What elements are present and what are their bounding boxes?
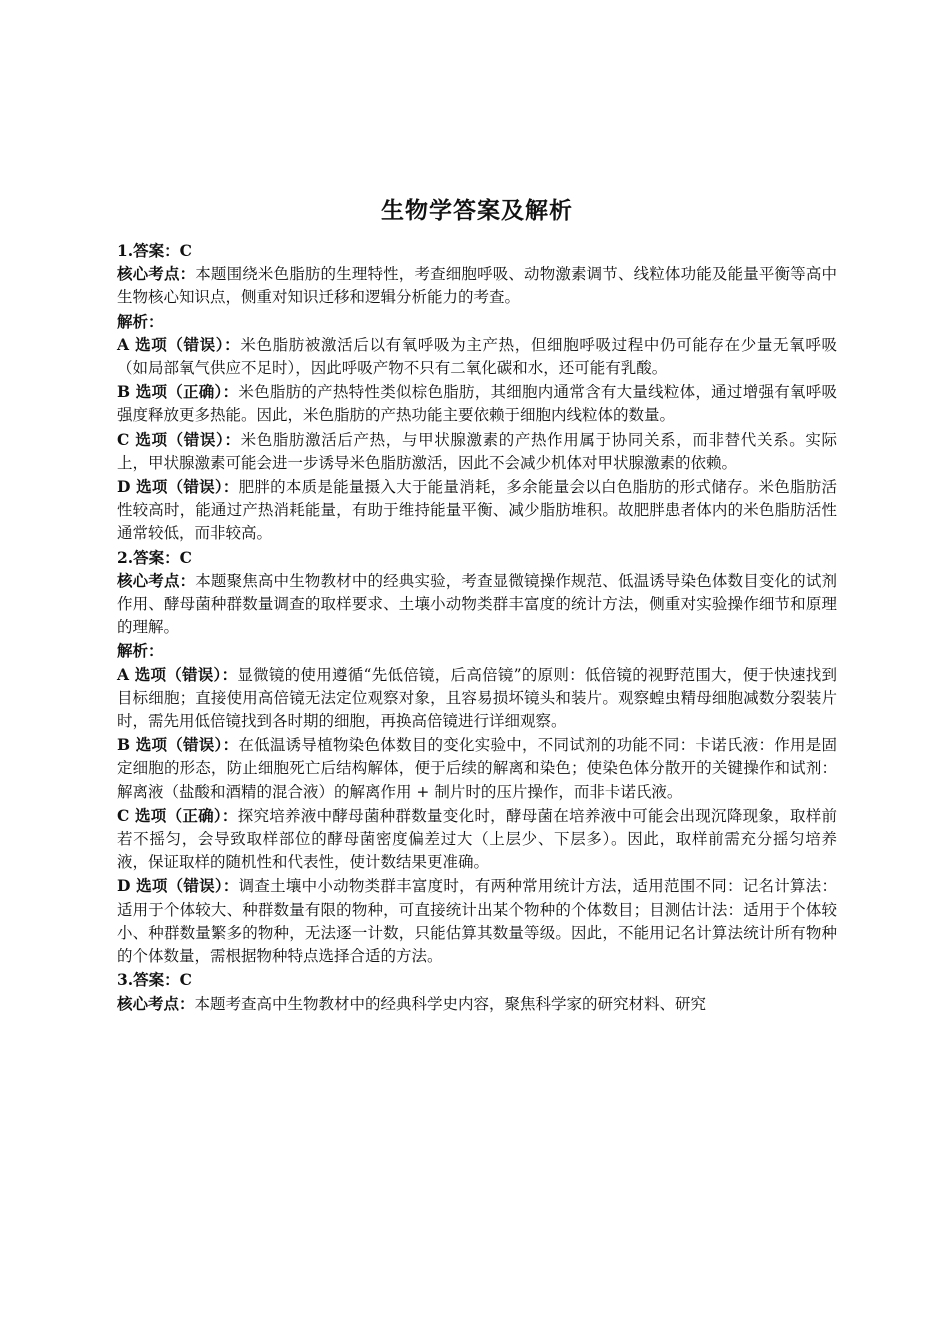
core-text: 本题围绕米色脂肪的生理特性，考查细胞呼吸、动物激素调节、线粒体功能及能量平衡等高中生物核心知识点，侧重对知识迁移和逻辑分析能力的考查。 (117, 265, 837, 307)
option-c (117, 804, 837, 875)
core-label: 核心考点： (117, 570, 196, 590)
document-page (117, 195, 837, 1016)
option-text: 探究培养液中酵母菌种群数量变化时，酵母菌在培养液中可能会出现沉降现象，取样前若不摇匀，会导致取样部位的酵母菌密度偏差过大（上层少、下层多）。因此，取样前需充分摇匀培养液，保证取样的随机性和代表性，使计数结果更准确。 (117, 806, 837, 872)
option-text: 在低温诱导植物染色体数目的变化实验中，不同试剂的功能不同：卡诺氏液：作用是固定细胞的形态，防止细胞死亡后结构解体，便于后续的解离和染色；使染色体分散开的关键操作和试剂：解离液（盐酸和酒精的混合液）的解离作用 + 制片时的压片操作，而非卡诺氏液。 (117, 736, 837, 801)
option-label: C 选项（错误）： (117, 429, 241, 449)
core-text: 本题考查高中生物教材中的经典科学史内容，聚焦科学家的研究材料、研究 (194, 994, 707, 1013)
option-a (117, 663, 837, 734)
option-label: B 选项（正确）： (117, 382, 239, 402)
option-text: 米色脂肪的产热特性类似棕色脂肪，其细胞内通常含有大量线粒体，通过增强有氧呼吸强度释放更多热能。因此，米色脂肪的产热功能主要依赖于细胞内线粒体的数量。 (117, 383, 837, 425)
question-1 (117, 239, 837, 546)
core-point (117, 569, 837, 640)
option-d (117, 874, 837, 968)
option-label: D 选项（错误）： (117, 876, 239, 896)
question-2 (117, 546, 837, 969)
option-label: C 选项（正确）： (117, 805, 238, 825)
analysis-label: 解析： (117, 641, 164, 661)
core-point (117, 262, 837, 309)
option-text: 显微镜的使用遵循“先低倍镜，后高倍镜”的原则：低倍镜的视野范围大，便于快速找到目标细胞；直接使用高倍镜无法定位观察对象，且容易损坏镜头和装片。观察蝗虫精母细胞减数分裂装片时，需先用低倍镜找到各时期的细胞，再换高倍镜进行详细观察。 (117, 665, 837, 731)
option-label: D 选项（错误）： (117, 477, 239, 497)
option-text: 米色脂肪激活后产热，与甲状腺激素的产热作用属于协同关系，而非替代关系。实际上，甲状腺激素可能会进一步诱导米色脂肪激活，因此不会减少机体对甲状腺激素的依赖。 (117, 430, 837, 472)
core-point (117, 992, 837, 1016)
core-label: 核心考点： (117, 993, 195, 1013)
core-label: 核心考点： (117, 264, 196, 284)
option-label: A 选项（错误）： (117, 334, 241, 354)
option-c (117, 428, 837, 475)
question-3 (117, 968, 837, 1015)
option-text: 调查土壤中小动物类群丰富度时，有两种常用统计方法，适用范围不同：记名计算法：适用于个体较大、种群数量有限的物种，可直接统计出某个物种的个体数目；目测估计法：适用于个体较小、种群数量繁多的物种，无法逐一计数，只能估算其数量等级。因此，不能用记名计算法统计所有物种的个体数量，需根据物种特点选择合适的方法。 (117, 877, 837, 966)
option-label: B 选项（错误）： (117, 735, 239, 755)
option-b (117, 733, 837, 804)
core-text: 本题聚焦高中生物教材中的经典实验，考查显微镜操作规范、低温诱导染色体数目变化的试剂作用、酵母菌种群数量调查的取样要求、土壤小动物类群丰富度的统计方法，侧重对实验操作细节和原理的理解。 (117, 571, 837, 637)
option-b (117, 380, 837, 427)
option-text: 肥胖的本质是能量摄入大于能量消耗，多余能量会以白色脂肪的形式储存。米色脂肪活性较高时，能通过产热消耗能量，有助于维持能量平衡、减少脂肪堆积。故肥胖患者体内的米色脂肪活性通常较低，而非较高。 (117, 478, 837, 543)
option-a (117, 333, 837, 380)
option-text: 米色脂肪被激活后以有氧呼吸为主产热，但细胞呼吸过程中仍可能存在少量无氧呼吸（如局部氧气供应不足时），因此呼吸产物不只有二氧化碳和水，还可能有乳酸。 (117, 335, 837, 378)
answer-line: 3.答案：C (117, 970, 193, 990)
answer-line: 2.答案：C (117, 547, 193, 567)
analysis-label: 解析： (117, 311, 164, 331)
page-title: 生物学答案及解析 (381, 198, 573, 224)
answer-line: 1.答案：C (117, 241, 193, 260)
option-label: A 选项（错误）： (117, 664, 238, 684)
option-d (117, 475, 837, 546)
